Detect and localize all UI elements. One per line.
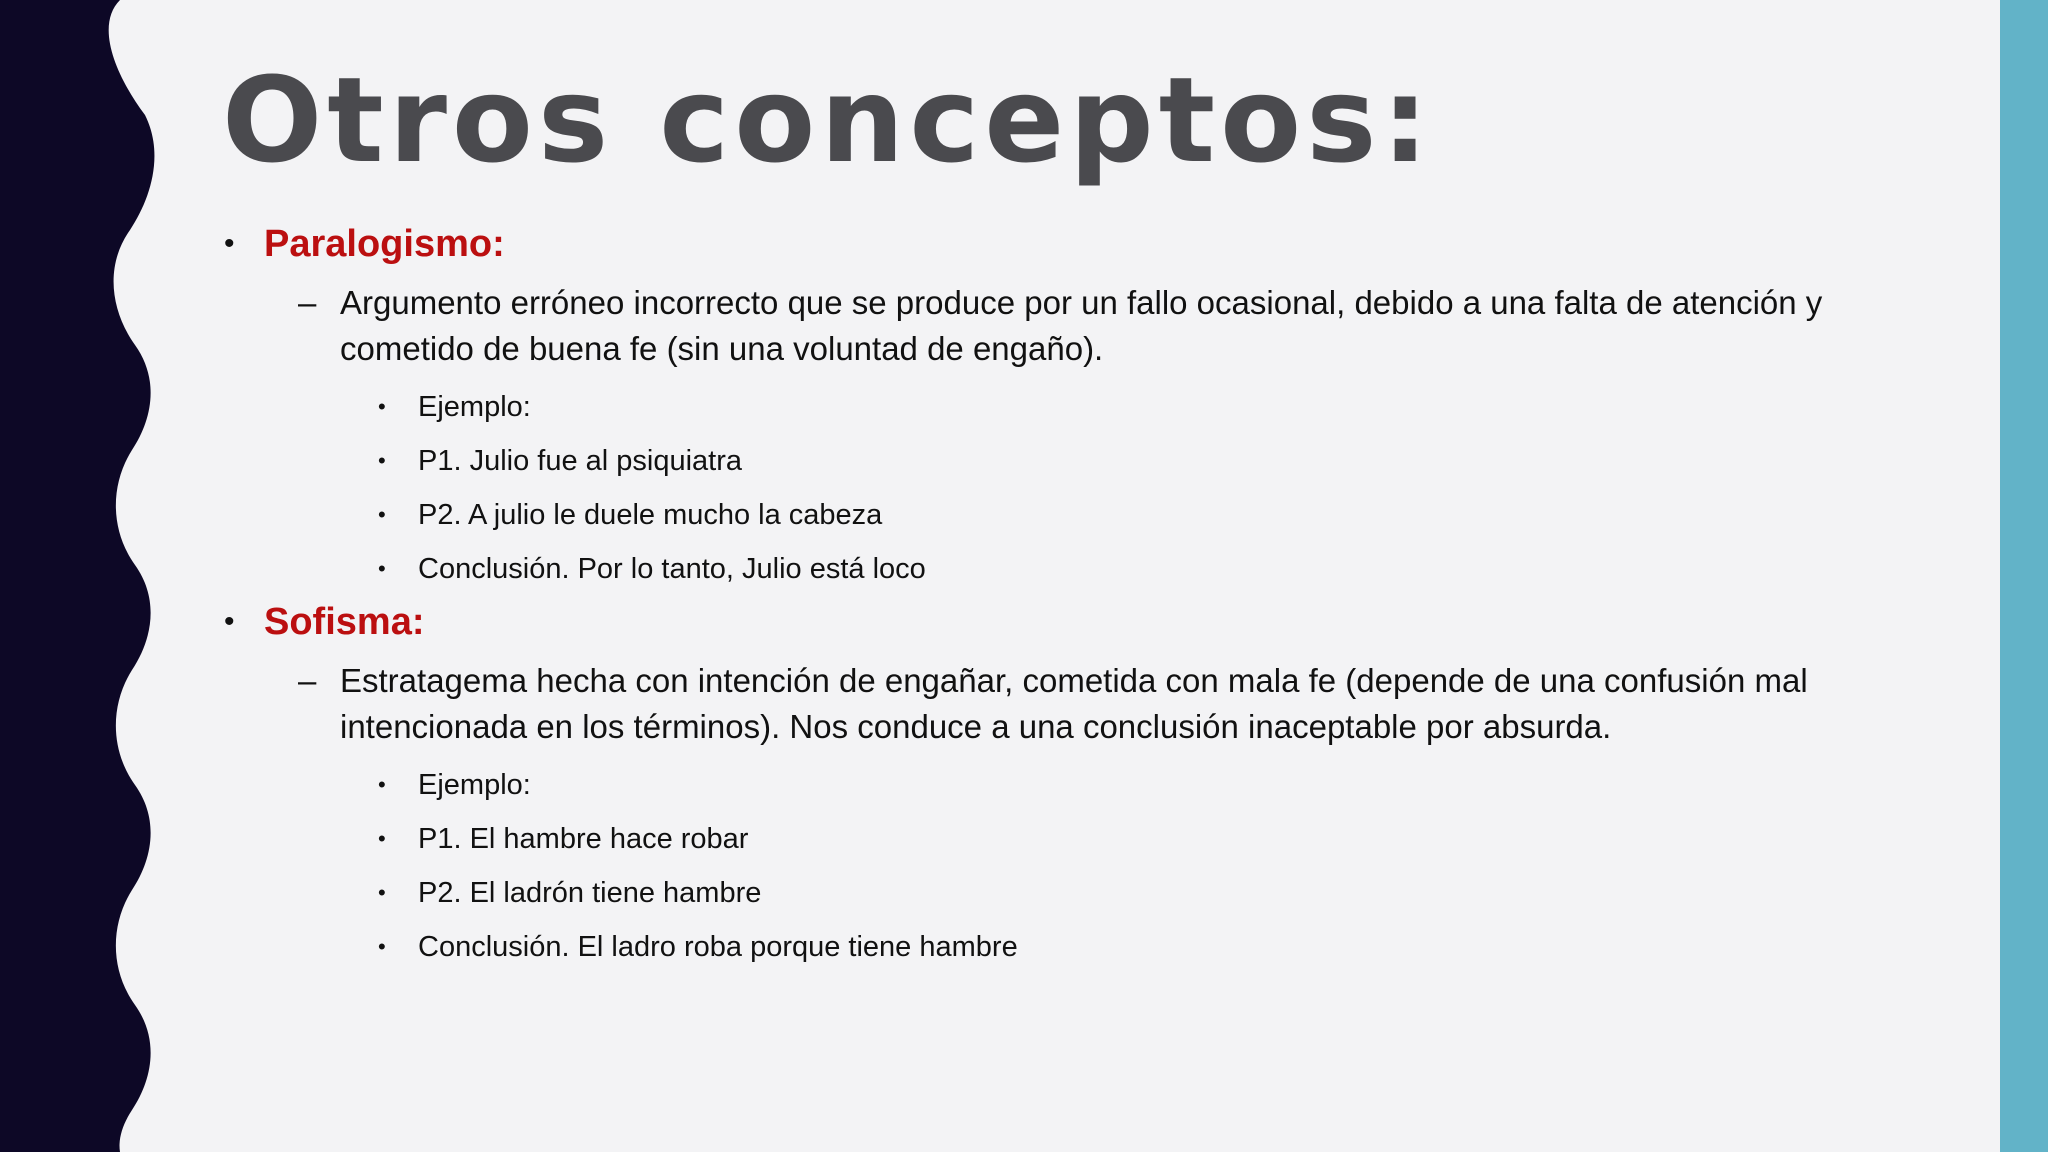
wavy-left-band (0, 0, 160, 1152)
bullet-dot: • (378, 826, 386, 851)
bullet-dot: • (378, 880, 386, 905)
bullet-dash: – (298, 284, 317, 321)
example-item (222, 812, 1902, 866)
bullet-dot: • (378, 556, 386, 581)
example-text: P2. El ladrón tiene hambre (418, 877, 762, 909)
bullet-dot: • (378, 934, 386, 959)
example-item (222, 866, 1902, 920)
example-text: P1. Julio fue al psiquiatra (418, 445, 743, 477)
example-item (222, 542, 1902, 596)
definition-item (222, 280, 1902, 372)
example-text: P1. El hambre hace robar (418, 823, 749, 855)
definition-text: Estratagema hecha con intención de engañar, cometida con mala fe (depende de una confusión mal intencionada en los términos). Nos conduce a una conclusión inaceptable por absurda. (340, 662, 1808, 745)
example-text: Ejemplo: (418, 769, 531, 801)
section-paralogismo (222, 220, 1902, 596)
example-text: Ejemplo: (418, 391, 531, 423)
example-text: P2. A julio le duele mucho la cabeza (418, 499, 883, 531)
example-text: Conclusión. Por lo tanto, Julio está loco (418, 553, 926, 585)
example-item (222, 380, 1902, 434)
example-item (222, 434, 1902, 488)
section-heading (222, 598, 1902, 646)
bullet-dot: • (224, 605, 235, 638)
heading-text: Paralogismo: (264, 223, 505, 265)
example-item (222, 758, 1902, 812)
bullet-dot: • (378, 502, 386, 527)
bullet-dot: • (378, 394, 386, 419)
wavy-band-shape (0, 0, 154, 1152)
example-item (222, 488, 1902, 542)
bullet-dot: • (378, 772, 386, 797)
heading-text: Sofisma: (264, 601, 425, 643)
section-heading (222, 220, 1902, 268)
right-accent-band (2000, 0, 2048, 1152)
slide-title: Otros conceptos: (222, 51, 1434, 189)
bullet-dot: • (378, 448, 386, 473)
slide-content (222, 220, 1902, 974)
example-item (222, 920, 1902, 974)
example-text: Conclusión. El ladro roba porque tiene hambre (418, 931, 1018, 963)
bullet-dot: • (224, 227, 235, 260)
section-sofisma (222, 598, 1902, 974)
definition-item (222, 658, 1902, 750)
bullet-dash: – (298, 662, 317, 699)
definition-text: Argumento erróneo incorrecto que se produce por un fallo ocasional, debido a una falta de atención y cometido de buena fe (sin una voluntad de engaño). (340, 284, 1823, 367)
